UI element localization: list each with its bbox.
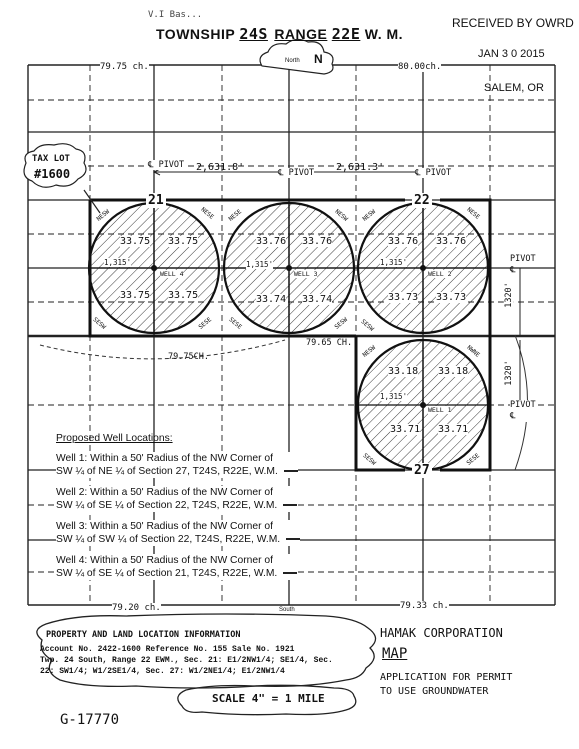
- quarter-label: NESW: [361, 344, 378, 359]
- arc-line: [40, 340, 285, 359]
- property-line-3: 22: SW1/4; W1/2SE1/4, Sec. 27: W1/2NE1/4; E1/2NW1/4: [40, 667, 285, 676]
- range-prefix: RANGE: [274, 26, 328, 42]
- well-1-line-1: Well 1: Within a 50' Radius of the NW Corner of: [56, 453, 273, 464]
- well-2-description: [56, 486, 297, 512]
- quarter-label: NESW: [361, 208, 378, 223]
- quarter-label: NESE: [465, 206, 482, 221]
- quarter-label: SESW: [333, 316, 350, 331]
- section-22-label: 22: [414, 193, 430, 208]
- pivot-spacing-2: 2,631.3': [336, 162, 385, 173]
- received-date: JAN 3 0 2015: [478, 48, 545, 60]
- chain-top-left: 79.75 ch.: [100, 62, 149, 72]
- radius-label: 1,315': [246, 260, 274, 269]
- well-3-line-1: Well 3: Within a 50' Radius of the NW Corner of: [56, 521, 273, 532]
- acreage-label: 33.73: [436, 292, 467, 303]
- chain-bottom-right: 79.33 ch.: [400, 601, 449, 611]
- acreage-label: 33.74: [302, 294, 333, 305]
- well-1-line-2: [56, 465, 298, 478]
- north-arrow-icon: N: [314, 52, 323, 66]
- pivot-spacing-1: 2,631.8': [196, 162, 245, 173]
- well-2-line-2: [56, 499, 297, 512]
- township-label: [156, 25, 403, 43]
- well-1-description: [56, 452, 298, 478]
- pivot-label-right-2: PIVOT ℄: [510, 400, 536, 421]
- dim-1320-top: 1320': [503, 282, 514, 308]
- pivot-circle-3: [358, 203, 488, 333]
- company-name: HAMAK CORPORATION: [380, 626, 503, 640]
- quarter-label: SESE: [465, 452, 482, 467]
- pivot-label-2: ℄ PIVOT: [278, 168, 315, 178]
- well-4-text: SW ¼ of SE ¼ of Section 21, T24S, R22E, W.M.: [56, 568, 278, 579]
- proposed-heading: Proposed Well Locations:: [56, 433, 173, 444]
- acreage-label: 33.18: [388, 366, 419, 377]
- acreage-label: 33.18: [438, 366, 469, 377]
- well-1-label: WELL 1: [428, 406, 452, 414]
- pivot-label-1: ℄ PIVOT: [148, 160, 185, 170]
- well-2-text: SW ¼ of SE ¼ of Section 22, T24S, R22E, W.M.: [56, 500, 278, 511]
- property-title: PROPERTY AND LAND LOCATION INFORMATION: [46, 630, 241, 640]
- well-4-line-1: Well 4: Within a 50' Radius of the NW Corner of: [56, 555, 273, 566]
- section-21-label: 21: [148, 193, 164, 208]
- quarter-label: SESE: [197, 316, 214, 331]
- pivot-circle-1: [89, 203, 219, 333]
- marker-dash: [284, 470, 298, 472]
- well-4-label: WELL 4: [160, 270, 184, 278]
- township-value: 24S: [239, 25, 268, 43]
- file-number: G-17770: [60, 712, 120, 728]
- chain-mid-left: 79.75CH.: [168, 352, 209, 362]
- taxlot-number: #1600: [34, 167, 71, 181]
- acreage-label: 33.71: [438, 424, 469, 435]
- purpose-line-1: APPLICATION FOR PERMIT: [380, 672, 513, 683]
- township-prefix: TOWNSHIP: [156, 26, 235, 42]
- received-stamp: RECEIVED BY OWRD: [452, 16, 574, 30]
- south-label: South: [279, 607, 295, 613]
- dim-1320-bottom: 1320': [503, 360, 514, 386]
- marker-dash: [283, 504, 297, 506]
- quarter-label: NWNE: [465, 344, 482, 359]
- acreage-label: 33.74: [256, 294, 287, 305]
- document-type: MAP: [382, 646, 408, 662]
- quarter-label: SESW: [359, 318, 376, 333]
- scale-label: SCALE 4" = 1 MILE: [212, 692, 325, 705]
- pivot-circle-2: [224, 203, 354, 333]
- acreage-label: 33.75: [168, 236, 199, 247]
- well-3-description: [56, 520, 300, 546]
- radius-label: 1,315': [104, 258, 132, 267]
- property-line-1: Account No. 2422-1600 Reference No. 155 Sale No. 1921: [40, 645, 295, 654]
- meridian: W. M.: [364, 26, 404, 42]
- well-4-line-2: [56, 567, 297, 580]
- pivot-label-right: PIVOT ℄: [510, 254, 536, 275]
- pivot-label-3: ℄ PIVOT: [415, 168, 452, 178]
- well-3-label: WELL 3: [294, 270, 318, 278]
- pivot-circle-4: [358, 340, 488, 470]
- quarter-label: NESE: [227, 208, 244, 223]
- quarter-label: NESW: [333, 208, 350, 223]
- acreage-label: 33.76: [302, 236, 333, 247]
- chain-top-right: 80.00ch.: [398, 62, 442, 72]
- well-2-line-1: Well 2: Within a 50' Radius of the NW Corner of: [56, 487, 273, 498]
- well-4-description: [56, 554, 297, 580]
- purpose-line-2: TO USE GROUNDWATER: [380, 686, 489, 697]
- north-label: North: [285, 58, 300, 64]
- acreage-label: 33.76: [436, 236, 467, 247]
- chain-mid-right: 79.65 CH.: [306, 338, 353, 348]
- scribble-note: V.I Bas...: [148, 10, 203, 20]
- property-line-2: Twp. 24 South, Range 22 EWM., Sec. 21: E1/2NW1/4; SE1/4, Sec.: [40, 656, 333, 665]
- acreage-label: 33.76: [388, 236, 419, 247]
- marker-dash: [286, 538, 300, 540]
- radius-label: 1,315': [380, 258, 408, 267]
- range-value: 22E: [331, 25, 361, 43]
- well-2-label: WELL 2: [428, 270, 452, 278]
- quarter-label: NESW: [95, 208, 112, 223]
- acreage-label: 33.76: [256, 236, 287, 247]
- quarter-label: SESW: [91, 316, 108, 331]
- radius-label: 1,315': [380, 392, 408, 401]
- quarter-label: NESE: [199, 206, 216, 221]
- acreage-label: 33.75: [120, 290, 151, 301]
- section-27-label: 27: [414, 463, 430, 478]
- quarter-label: SESW: [361, 452, 378, 467]
- well-3-line-2: [56, 533, 300, 546]
- well-3-text: SW ¼ of SW ¼ of Section 22, T24S, R22E, W.M.: [56, 534, 281, 545]
- received-place: SALEM, OR: [484, 82, 544, 94]
- taxlot-label: TAX LOT: [32, 154, 70, 164]
- acreage-label: 33.71: [390, 424, 421, 435]
- chain-bottom-left: 79.20 ch.: [112, 603, 161, 613]
- quarter-label: SESE: [227, 316, 244, 331]
- acreage-label: 33.75: [120, 236, 151, 247]
- acreage-label: 33.75: [168, 290, 199, 301]
- marker-dash: [283, 572, 297, 574]
- acreage-label: 33.73: [388, 292, 419, 303]
- well-1-text: SW ¼ of NE ¼ of Section 27, T24S, R22E, W.M.: [56, 466, 278, 477]
